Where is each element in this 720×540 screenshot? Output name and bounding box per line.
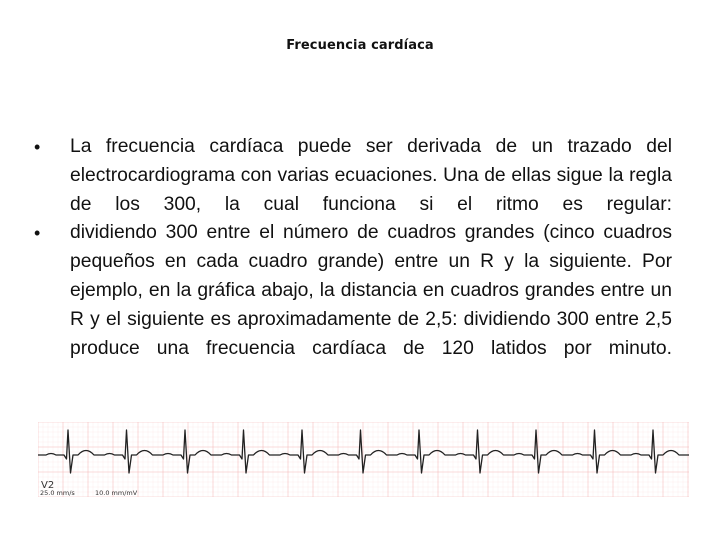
bullet-item: [34, 133, 672, 219]
ecg-speed-label: 25.0 mm/s: [40, 489, 75, 497]
bullet-dot-icon: •: [34, 223, 41, 244]
bullet-text: dividiendo 300 entre el número de cuadros grandes (cinco cuadros pequeños en cada cuadro grande) entre un R y la siguiente. Por ejemplo, en la gráfica abajo, la distancia en cuadros grandes entre un R y el siguiente es aproximadamente de 2,5: dividiendo 300 entre 2,5 produce una frecuencia cardíaca de 120 latidos por minuto.: [70, 222, 672, 359]
bullet-list: [34, 133, 672, 363]
ecg-gain-label: 10.0 mm/mV: [95, 489, 138, 497]
bullet-item: [34, 219, 672, 363]
slide-title: Frecuencia cardíaca: [286, 38, 434, 53]
ecg-strip-image: [38, 422, 689, 497]
bullet-text: La frecuencia cardíaca puede ser derivada de un trazado del electrocardiograma con varias ecuaciones. Una de ellas sigue la regla de los 300, la cual funciona si el ritmo es regular:: [70, 136, 672, 215]
ecg-lead-label: V2: [41, 480, 55, 491]
bullet-dot-icon: •: [34, 137, 41, 157]
